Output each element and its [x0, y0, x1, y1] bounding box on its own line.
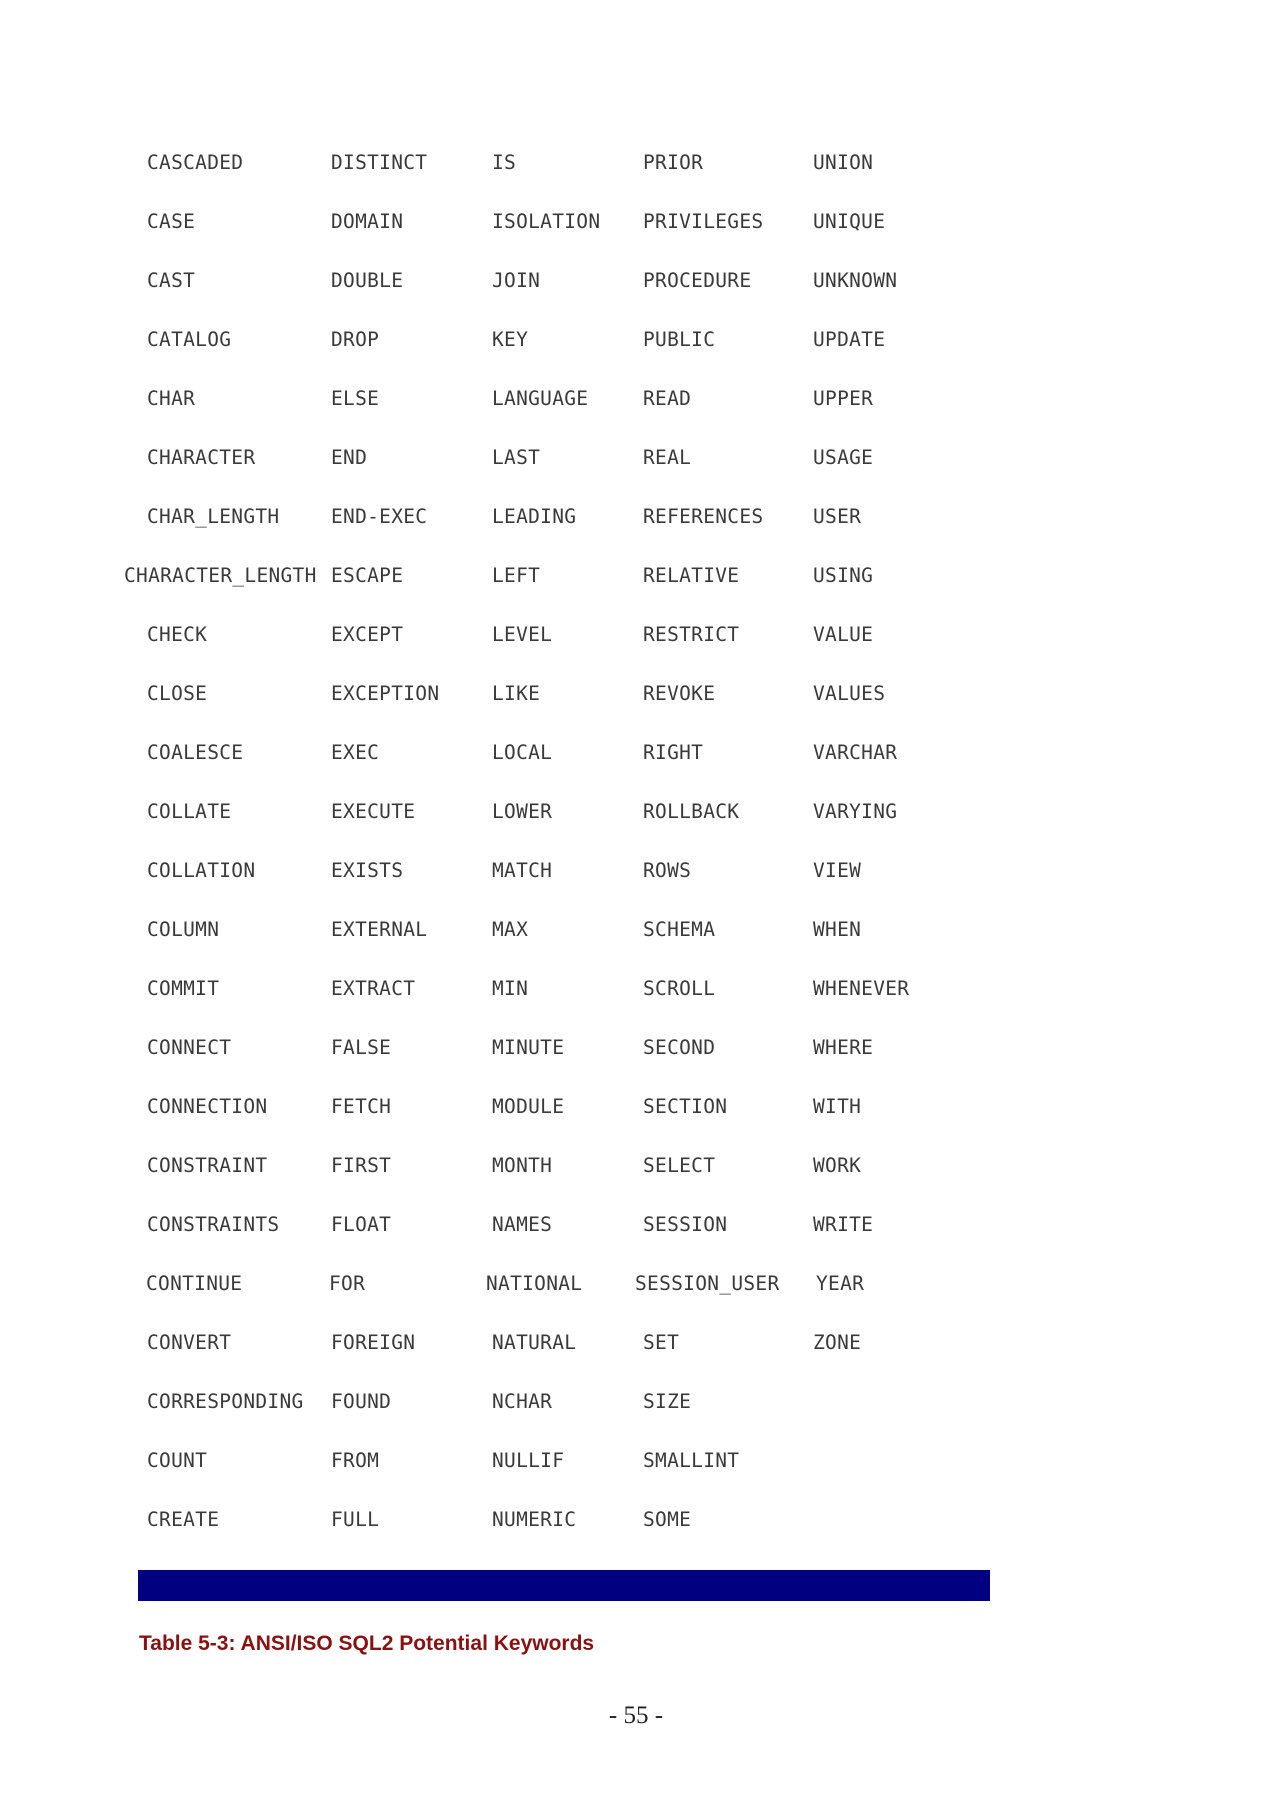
- keyword-cell: ROWS: [643, 859, 692, 882]
- keyword-cell: PROCEDURE: [643, 269, 752, 292]
- keyword-cell: EXCEPTION: [331, 682, 440, 705]
- keyword-cell: LAST: [492, 446, 541, 469]
- keyword-cell: FLOAT: [331, 1213, 392, 1236]
- keyword-cell: YEAR: [816, 1272, 865, 1295]
- keyword-cell: SIZE: [643, 1390, 692, 1413]
- keyword-cell: RELATIVE: [643, 564, 740, 587]
- keyword-cell: DOUBLE: [331, 269, 404, 292]
- keyword-cell: NCHAR: [492, 1390, 553, 1413]
- keyword-cell: RESTRICT: [643, 623, 740, 646]
- keyword-cell: WORK: [813, 1154, 862, 1177]
- keyword-cell: COLUMN: [147, 918, 220, 941]
- keyword-cell: UNION: [813, 151, 874, 174]
- keyword-cell: VARCHAR: [813, 741, 898, 764]
- keyword-cell: SECOND: [643, 1036, 716, 1059]
- table-row: [0, 1505, 1272, 1535]
- keyword-cell: SMALLINT: [643, 1449, 740, 1472]
- keyword-cell: NUMERIC: [492, 1508, 577, 1531]
- keyword-cell: PRIVILEGES: [643, 210, 764, 233]
- keyword-cell: EXCEPT: [331, 623, 404, 646]
- table-caption: Table 5-3: ANSI/ISO SQL2 Potential Keywords: [139, 1632, 595, 1655]
- keyword-cell: PRIOR: [643, 151, 704, 174]
- keyword-cell: CONTINUE: [146, 1272, 243, 1295]
- keyword-cell: DISTINCT: [331, 151, 428, 174]
- keyword-cell: FOREIGN: [331, 1331, 416, 1354]
- keyword-cell: SCROLL: [643, 977, 716, 1000]
- keyword-cell: LOCAL: [492, 741, 553, 764]
- keyword-cell: KEY: [492, 328, 529, 351]
- keyword-cell: CASE: [147, 210, 196, 233]
- table-row: [0, 1151, 1272, 1181]
- table-row: [0, 325, 1272, 355]
- table-row: [0, 856, 1272, 886]
- keyword-cell: END: [331, 446, 368, 469]
- keyword-cell: CHAR_LENGTH: [147, 505, 280, 528]
- keyword-cell: CONSTRAINT: [147, 1154, 268, 1177]
- keyword-cell: MIN: [492, 977, 529, 1000]
- keyword-cell: SECTION: [643, 1095, 728, 1118]
- keyword-cell: CONSTRAINTS: [147, 1213, 280, 1236]
- keyword-cell: VIEW: [813, 859, 862, 882]
- keyword-cell: SOME: [643, 1508, 692, 1531]
- keyword-cell: LEFT: [492, 564, 541, 587]
- keyword-cell: VALUE: [813, 623, 874, 646]
- keyword-cell: REAL: [643, 446, 692, 469]
- keyword-cell: WHEN: [813, 918, 862, 941]
- keyword-cell: WHENEVER: [813, 977, 910, 1000]
- keyword-cell: ROLLBACK: [643, 800, 740, 823]
- keyword-cell: VARYING: [813, 800, 898, 823]
- keyword-cell: EXEC: [331, 741, 380, 764]
- table-row: [0, 1033, 1272, 1063]
- table-row: [0, 797, 1272, 827]
- table-row: [0, 207, 1272, 237]
- keyword-cell: UNIQUE: [813, 210, 886, 233]
- keyword-cell: UPPER: [813, 387, 874, 410]
- table-row: [0, 1387, 1272, 1417]
- keyword-cell: WHERE: [813, 1036, 874, 1059]
- keyword-cell: LEVEL: [492, 623, 553, 646]
- table-rule-bar: [138, 1570, 990, 1601]
- keyword-cell: RIGHT: [643, 741, 704, 764]
- keyword-cell: SESSION: [643, 1213, 728, 1236]
- keyword-cell: PUBLIC: [643, 328, 716, 351]
- keyword-cell: LEADING: [492, 505, 577, 528]
- keyword-cell: COMMIT: [147, 977, 220, 1000]
- keyword-cell: FALSE: [331, 1036, 392, 1059]
- table-row: [0, 443, 1272, 473]
- table-row: [0, 974, 1272, 1004]
- keyword-cell: CHAR: [147, 387, 196, 410]
- keyword-cell: CASCADED: [147, 151, 244, 174]
- keyword-cell: CATALOG: [147, 328, 232, 351]
- keyword-cell: FIRST: [331, 1154, 392, 1177]
- keyword-cell: SELECT: [643, 1154, 716, 1177]
- keyword-cell: EXTERNAL: [331, 918, 428, 941]
- table-row: [0, 1328, 1272, 1358]
- keyword-cell: END-EXEC: [331, 505, 428, 528]
- keyword-cell: DROP: [331, 328, 380, 351]
- keyword-cell: NULLIF: [492, 1449, 565, 1472]
- keyword-cell: CONNECTION: [147, 1095, 268, 1118]
- table-row: [0, 1092, 1272, 1122]
- keyword-cell: CORRESPONDING: [147, 1390, 304, 1413]
- keyword-cell: VALUES: [813, 682, 886, 705]
- keyword-cell: MODULE: [492, 1095, 565, 1118]
- table-row: [0, 1210, 1272, 1240]
- keyword-cell: FROM: [331, 1449, 380, 1472]
- keyword-cell: CAST: [147, 269, 196, 292]
- keyword-cell: USER: [813, 505, 862, 528]
- keyword-cell: COLLATION: [147, 859, 256, 882]
- keyword-cell: NATIONAL: [486, 1272, 583, 1295]
- keyword-cell: FETCH: [331, 1095, 392, 1118]
- keyword-cell: CLOSE: [147, 682, 208, 705]
- keyword-cell: CONVERT: [147, 1331, 232, 1354]
- keyword-cell: REVOKE: [643, 682, 716, 705]
- keyword-cell: COALESCE: [147, 741, 244, 764]
- keyword-cell: IS: [492, 151, 517, 174]
- keyword-cell: EXISTS: [331, 859, 404, 882]
- keyword-cell: WRITE: [813, 1213, 874, 1236]
- keyword-cell: EXECUTE: [331, 800, 416, 823]
- table-row: [0, 384, 1272, 414]
- keyword-cell: LIKE: [492, 682, 541, 705]
- keyword-cell: LOWER: [492, 800, 553, 823]
- keyword-cell: COUNT: [147, 1449, 208, 1472]
- keyword-cell: ESCAPE: [331, 564, 404, 587]
- keyword-cell: LANGUAGE: [492, 387, 589, 410]
- keyword-cell: USAGE: [813, 446, 874, 469]
- page-number: - 55 -: [608, 1702, 664, 1729]
- keyword-cell: ELSE: [331, 387, 380, 410]
- keyword-cell: UNKNOWN: [813, 269, 898, 292]
- table-row: [0, 266, 1272, 296]
- keyword-cell: FOR: [329, 1272, 366, 1295]
- keyword-cell: FOUND: [331, 1390, 392, 1413]
- keyword-cell: READ: [643, 387, 692, 410]
- keyword-cell: SET: [643, 1331, 680, 1354]
- keyword-cell: MAX: [492, 918, 529, 941]
- table-row: [0, 1269, 1272, 1299]
- keyword-cell: MONTH: [492, 1154, 553, 1177]
- keyword-cell: MATCH: [492, 859, 553, 882]
- keyword-cell: FULL: [331, 1508, 380, 1531]
- keyword-cell: DOMAIN: [331, 210, 404, 233]
- keyword-cell: MINUTE: [492, 1036, 565, 1059]
- table-row: [0, 620, 1272, 650]
- table-row: [0, 738, 1272, 768]
- table-row: [0, 915, 1272, 945]
- table-row: [0, 502, 1272, 532]
- table-row: [0, 148, 1272, 178]
- keyword-cell: WITH: [813, 1095, 862, 1118]
- keyword-cell: NAMES: [492, 1213, 553, 1236]
- keyword-cell: REFERENCES: [643, 505, 764, 528]
- table-row: [0, 1446, 1272, 1476]
- keyword-cell: UPDATE: [813, 328, 886, 351]
- keyword-cell: CONNECT: [147, 1036, 232, 1059]
- keyword-cell: CHARACTER_LENGTH: [124, 564, 317, 587]
- keyword-cell: ISOLATION: [492, 210, 601, 233]
- keyword-cell: SCHEMA: [643, 918, 716, 941]
- keyword-cell: USING: [813, 564, 874, 587]
- keyword-cell: NATURAL: [492, 1331, 577, 1354]
- keyword-cell: COLLATE: [147, 800, 232, 823]
- keyword-cell: JOIN: [492, 269, 541, 292]
- keyword-cell: CHECK: [147, 623, 208, 646]
- keyword-cell: ZONE: [813, 1331, 862, 1354]
- table-row: [0, 679, 1272, 709]
- table-row: [0, 561, 1272, 591]
- keyword-cell: CREATE: [147, 1508, 220, 1531]
- keyword-cell: EXTRACT: [331, 977, 416, 1000]
- keyword-cell: CHARACTER: [147, 446, 256, 469]
- keyword-cell: SESSION_USER: [635, 1272, 780, 1295]
